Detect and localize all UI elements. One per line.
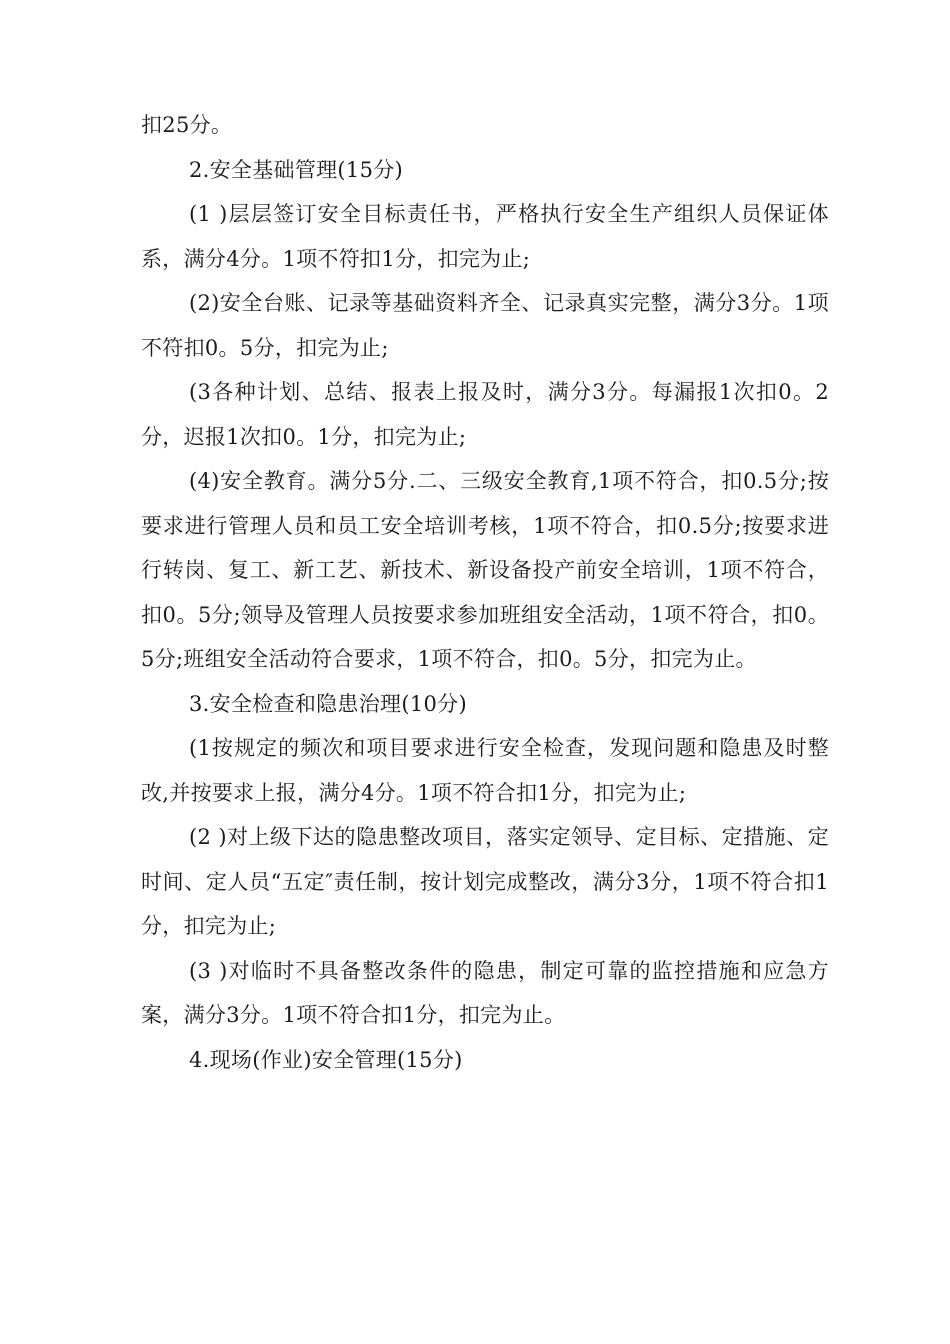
paragraph-2-4: (4)安全教育。满分5分.二、三级安全教育,1项不符合，扣0.5分;按要求进行管理人员和员工安全培训考核，1项不符合，扣0.5分;按要求进行转岗、复工、新工艺、新技术、新设备投产前安全培训，1项不符合，扣0。5分;领导及管理人员按要求参加班组安全活动，1项不符合，扣0。5分;班组安全活动符合要求，1项不符合，扣0。5分，扣完为止。: [141, 469, 829, 671]
paragraph-3-2: (2 )对上级下达的隐患整改项目，落实定领导、定目标、定措施、定时间、定人员“五定″责任制，按计划完成整改，满分3分，1项不符合扣1分，扣完为止;: [141, 825, 829, 938]
section-heading-3: 3.安全检查和隐患治理(10分): [189, 691, 467, 716]
document-body: [141, 103, 829, 1082]
paragraph-continuation: 扣25分。: [141, 113, 233, 137]
section-heading-2: 2.安全基础管理(15分): [189, 157, 404, 182]
paragraph-2-3: (3各种计划、总结、报表上报及时，满分3分。每漏报1次扣0。2分，迟报1次扣0。1分，扣完为止;: [141, 380, 829, 449]
paragraph-2-2: (2)安全台账、记录等基础资料齐全、记录真实完整，满分3分。1项不符扣0。5分，扣完为止;: [141, 291, 829, 360]
paragraph-2-1: (1 )层层签订安全目标责任书，严格执行安全生产组织人员保证体系，满分4分。1项不符扣1分，扣完为止;: [141, 202, 829, 271]
section-heading-4: 4.现场(作业)安全管理(15分): [189, 1047, 463, 1072]
paragraph-3-3: (3 )对临时不具备整改条件的隐患，制定可靠的监控措施和应急方案，满分3分。1项不符合扣1分，扣完为止。: [141, 958, 829, 1027]
paragraph-3-1: (1按规定的频次和项目要求进行安全检查，发现问题和隐患及时整改,并按要求上报，满分4分。1项不符合扣1分，扣完为止;: [141, 736, 829, 805]
